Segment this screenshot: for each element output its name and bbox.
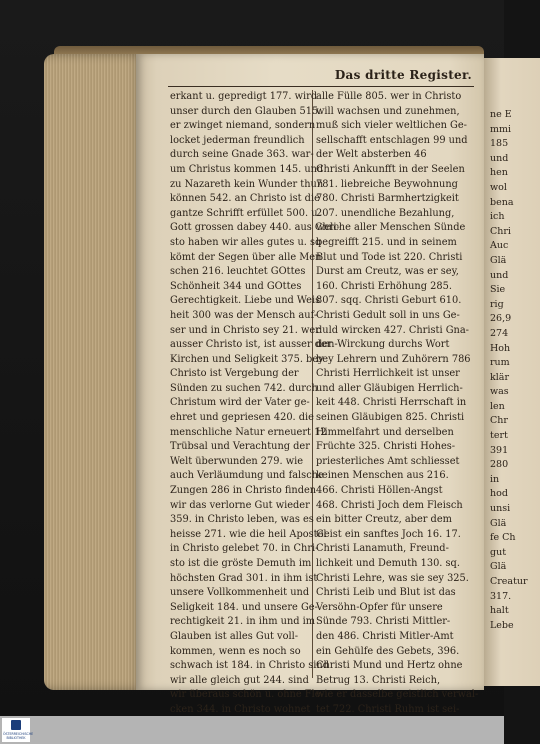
facing-text-fragment: ich <box>490 211 505 223</box>
text-line: duld wircken 427. Christi Gna- <box>316 324 469 336</box>
open-book <box>36 40 528 715</box>
text-line: sellschafft entschlagen 99 und <box>316 134 468 146</box>
left-text-column <box>170 90 340 718</box>
text-line: unser durch den Glauben 515. <box>170 105 322 117</box>
text-line: bey Lehrern und Zuhörern 786 <box>316 353 471 365</box>
library-logo-text: ÖSTERREICHISCHE BIBLIOTHEK <box>3 732 34 740</box>
text-line: Früchte 325. Christi Hohes- <box>316 441 456 453</box>
facing-text-fragment: 317. <box>490 590 512 602</box>
text-line: seinen Gläubigen 825. Christi <box>316 412 465 424</box>
facing-text-fragment: 26,9 <box>490 313 512 325</box>
library-logo <box>2 718 34 742</box>
text-line: 207. unendliche Bezahlung, <box>316 207 455 219</box>
header-rule <box>168 86 474 87</box>
text-line: heit 300 was der Mensch auf- <box>170 309 318 321</box>
text-line: Durst am Creutz, was er sey, <box>316 266 459 278</box>
facing-text-fragment: Glä <box>490 254 507 266</box>
text-line: zu Nazareth kein Wunder thun <box>170 178 324 190</box>
text-line: muß sich vieler weltlichen Ge- <box>316 120 467 132</box>
facing-text-fragment: rig <box>490 298 504 310</box>
library-logo-icon <box>11 720 21 730</box>
text-line: 781. liebreiche Beywohnung <box>316 178 458 190</box>
text-line: Glauben ist alles Gut voll- <box>170 630 299 642</box>
text-line: keit 448. Christi Herrschaft in <box>316 397 467 409</box>
text-line: ein bitter Creutz, aber dem <box>316 514 452 526</box>
text-line: ein Gehülfe des Gebets, 396. <box>316 645 460 657</box>
text-line: Blut und Tode ist 220. Christi <box>316 251 463 263</box>
text-line: wir alle gleich gut 244. sind <box>170 674 309 686</box>
text-line: wie er dasselbe geistlich verwal- <box>316 689 479 701</box>
text-line: den-Wirckung durchs Wort <box>316 339 450 351</box>
text-line: durch seine Gnade 363. war- <box>170 149 314 161</box>
text-line: Zungen 286 in Christo finden <box>170 485 317 497</box>
text-line: begreifft 215. und in seinem <box>316 236 457 248</box>
text-line: lichkeit und Demuth 130. sq. <box>316 558 460 569</box>
text-line: wir das verlorne Gut wieder <box>170 499 310 511</box>
text-line: Christi Lehre, was sie sey 325. <box>316 572 469 584</box>
facing-text-fragment: und <box>490 269 509 281</box>
text-line: auch Verläumdung und falsche <box>170 470 324 482</box>
text-line: kommen, wenn es noch so <box>170 645 301 657</box>
facing-text-fragment: Glä <box>490 561 507 573</box>
facing-text-fragment: rum <box>490 357 510 369</box>
text-line: cken 344. in Christo wohnet <box>170 703 311 715</box>
facing-page-text <box>490 108 528 633</box>
text-line: Christo ist Vergebung der <box>170 368 299 380</box>
facing-text-fragment: len <box>490 400 505 412</box>
text-line: Sünde 793. Christi Mittler- <box>316 616 451 628</box>
facing-text-fragment: Hoh <box>490 342 511 354</box>
text-line: Versöhn-Opfer für unsere <box>316 601 443 613</box>
text-line: Christi Leib und Blut ist das <box>316 587 456 599</box>
text-line: Schönheit 344 und GOttes <box>170 280 302 292</box>
text-line: Trübsal und Verachtung der <box>170 441 310 453</box>
facing-text-fragment: klär <box>490 371 509 383</box>
text-line: Christi Herrlichkeit ist unser <box>316 368 460 380</box>
facing-text-fragment: Creatur <box>490 576 528 587</box>
text-line: Gott grossen dabey 440. aus Chri- <box>170 222 340 234</box>
text-line: ausser Christo ist, ist ausser der <box>170 339 332 351</box>
facing-text-fragment: tert <box>490 430 508 442</box>
text-line: Christi Lanamuth, Freund- <box>316 543 449 555</box>
text-line: Himmelfahrt und derselben <box>316 426 454 438</box>
facing-text-fragment: Chr <box>490 415 508 427</box>
text-line: kömt der Segen über alle Men <box>170 251 322 263</box>
text-line: wir überaus schön u. ohne Fle- <box>170 689 324 701</box>
text-line: welche aller Menschen Sünde <box>316 222 466 234</box>
facing-text-fragment: bena <box>490 196 514 208</box>
text-line: tet 722. Christi Ruhm ist sei- <box>316 703 460 715</box>
text-line: schwach ist 184. in Christo sind <box>170 660 329 672</box>
facing-text-fragment: Sie <box>490 284 506 296</box>
text-line: Welt überwunden 279. wie <box>170 455 304 467</box>
facing-text-fragment: wol <box>490 181 507 193</box>
text-line: heisse 271. wie die heil Apostel <box>170 528 327 540</box>
facing-text-fragment: 185 <box>490 138 509 150</box>
facing-text-fragment: gut <box>490 546 507 558</box>
text-line: sto ist die gröste Demuth im <box>170 558 312 569</box>
facing-text-fragment: mmi <box>490 123 512 135</box>
text-line: und aller Gläubigen Herrlich- <box>316 382 463 394</box>
facing-text-fragment: hod <box>490 488 508 500</box>
text-line: schen 216. leuchtet GOttes <box>170 266 306 278</box>
text-line: den 486. Christi Mitler-Amt <box>316 630 454 642</box>
facing-text-fragment: 274 <box>490 327 509 339</box>
facing-text-fragment: ne E <box>490 109 512 120</box>
facing-text-fragment: Chri <box>490 225 511 237</box>
facing-text-fragment: Glä <box>490 517 507 529</box>
facing-text-fragment: was <box>490 386 509 398</box>
left-page <box>136 54 484 715</box>
text-line: 468. Christi Joch dem Fleisch <box>316 499 463 511</box>
text-line: 359. in Christo leben, was es <box>170 514 314 526</box>
text-line: keinen Menschen aus 216. <box>316 470 449 482</box>
text-line: Betrug 13. Christi Reich, <box>316 674 441 686</box>
text-line: Seligkeit 184. und unsere Ge- <box>170 601 318 613</box>
text-line: ser und in Christo sey 21. wer <box>170 324 320 336</box>
text-line: gantze Schrifft erfüllet 500. u. <box>170 207 321 219</box>
text-line: Christi Mund und Hertz ohne <box>316 660 463 672</box>
facing-text-fragment: in <box>490 473 500 485</box>
text-line: 466. Christi Höllen-Angst <box>316 485 443 497</box>
text-line: können 542. an Christo ist die <box>170 193 320 205</box>
text-line: erkant u. gepredigt 177. wird <box>170 91 318 102</box>
text-line: priesterliches Amt schliesset <box>316 455 460 467</box>
facing-text-fragment: hen <box>490 167 508 179</box>
text-line: er zwinget niemand, sondern <box>170 120 316 132</box>
facing-text-fragment: halt <box>490 605 509 617</box>
facing-text-fragment: Lebe <box>490 619 514 631</box>
text-line: in Christo gelebet 70. in Chri- <box>170 543 319 555</box>
text-line: 780. Christi Barmhertzigkeit <box>316 193 459 205</box>
facing-text-fragment: fe Ch <box>490 532 516 544</box>
text-line: ehret und gepriesen 420. die <box>170 412 314 424</box>
viewer-footer-bar <box>0 716 504 744</box>
text-line: 160. Christi Erhöhung 285. <box>316 280 452 292</box>
text-line: alle Fülle 805. wer in Christo <box>316 91 462 102</box>
facing-text-fragment: Auc <box>490 240 509 252</box>
text-line: höchsten Grad 301. in ihm ist <box>170 572 318 584</box>
facing-text-fragment: 280 <box>490 459 509 471</box>
text-line: menschliche Natur erneuert 12 <box>170 426 327 438</box>
facing-text-fragment: unsi <box>490 503 511 515</box>
text-line: Kirchen und Seligkeit 375. bey <box>170 353 324 365</box>
text-line: sto haben wir alles gutes u. sq <box>170 236 322 248</box>
text-line: Gerechtigkeit. Liebe und Weis <box>170 295 321 307</box>
right-text-column <box>316 90 479 732</box>
facing-text-fragment: und <box>490 152 509 164</box>
text-line: Christi Ankunfft in der Seelen <box>316 163 465 175</box>
page-header: Das dritte Register. <box>334 68 472 82</box>
text-line: um Christus kommen 145. und <box>170 163 324 175</box>
text-line: Christi Gedult soll in uns Ge- <box>316 309 460 321</box>
text-line: rechtigkeit 21. in ihm und im <box>170 616 316 628</box>
text-line: Geist ein sanftes Joch 16. 17. <box>316 528 461 540</box>
text-line: will wachsen und zunehmen, <box>316 105 460 117</box>
text-line: Christum wird der Vater ge- <box>170 397 310 409</box>
text-line: der Welt absterben 46 <box>316 149 427 161</box>
page-block-edge <box>44 54 144 690</box>
text-line: unsere Vollkommenheit und <box>170 587 310 599</box>
facing-page <box>484 58 540 686</box>
text-line: 807. sqq. Christi Geburt 610. <box>316 295 462 307</box>
text-line: locket jederman freundlich <box>170 134 305 146</box>
facing-text-fragment: 391 <box>490 444 509 456</box>
text-line: Sünden zu suchen 742. durch <box>170 382 318 394</box>
